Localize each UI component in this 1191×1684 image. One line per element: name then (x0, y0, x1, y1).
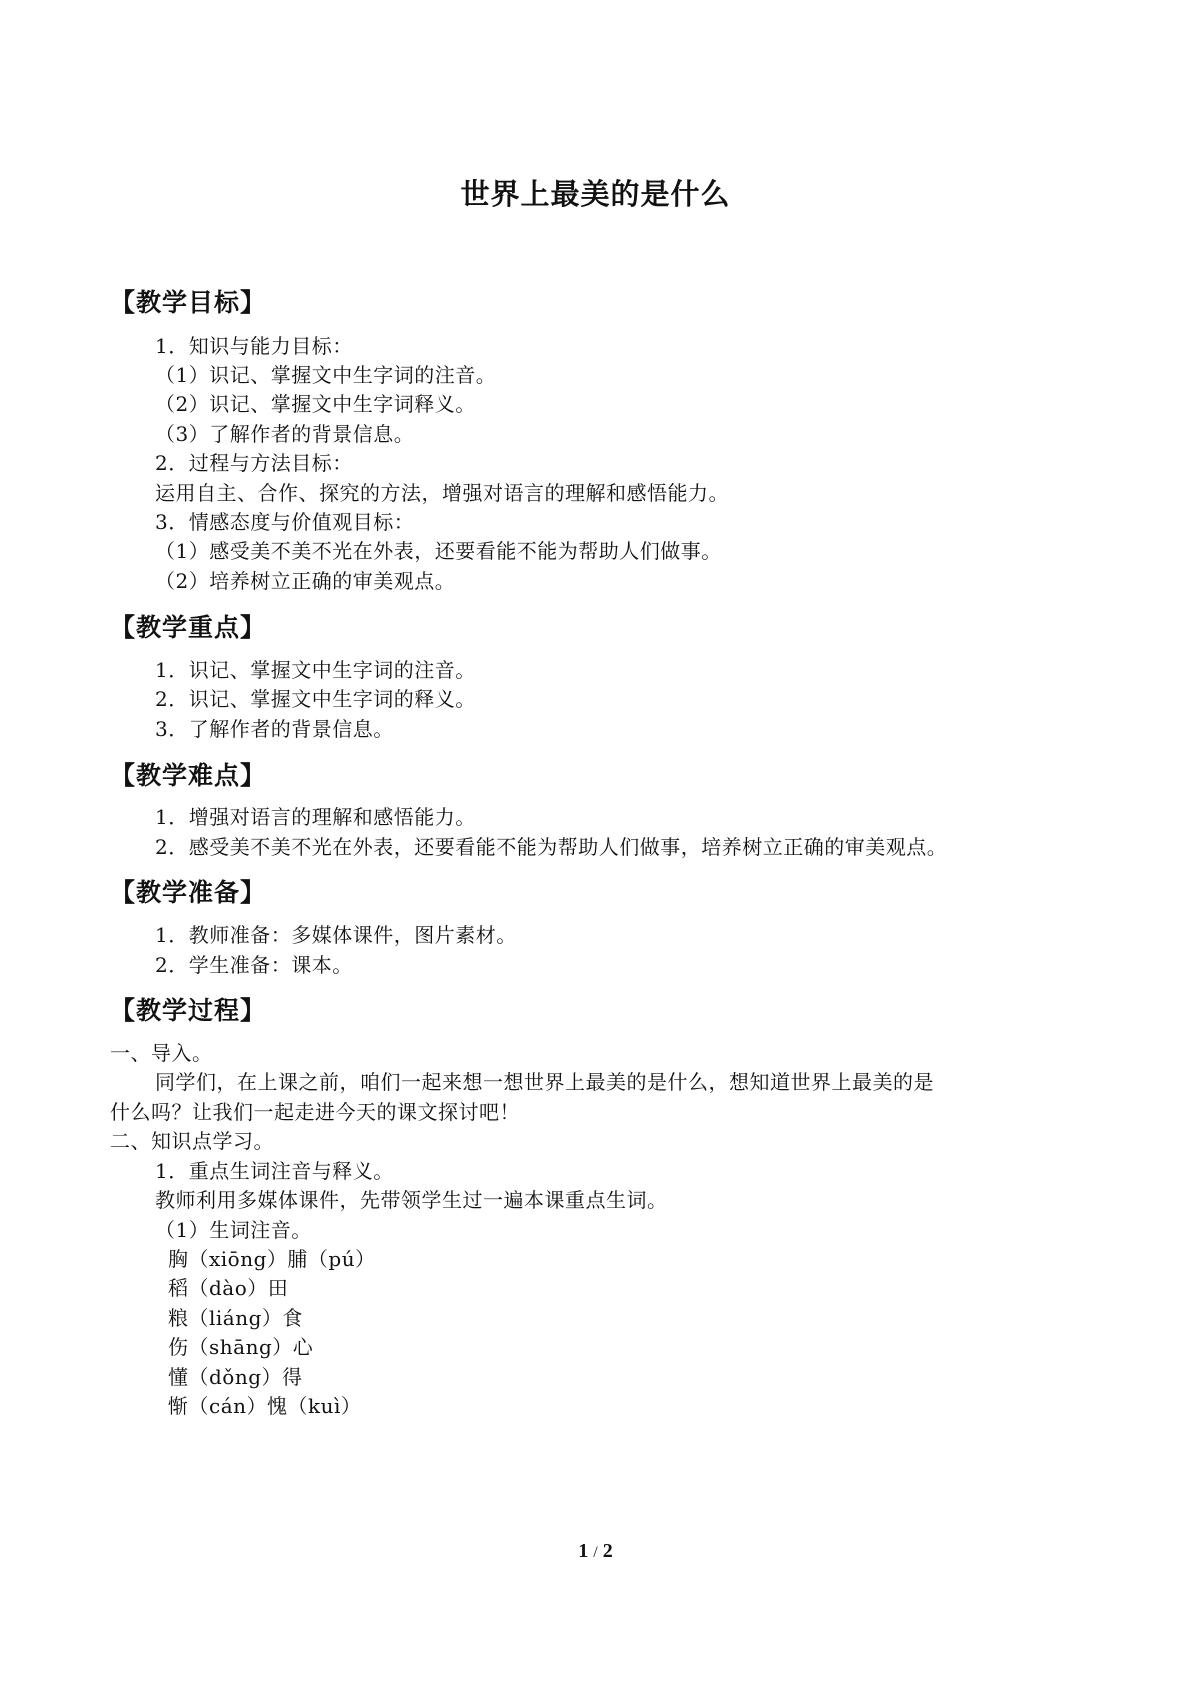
process-line: 1．重点生词注音与释义。 (155, 1159, 394, 1183)
vocab-line: 稻（dào）田 (168, 1276, 289, 1300)
vocab-line: 伤（shāng）心 (168, 1335, 314, 1359)
section-heading-objectives: 【教学目标】 (110, 288, 267, 317)
vocab-line: 粮（liáng）食 (168, 1306, 303, 1330)
objective-line: （3）了解作者的背景信息。 (155, 422, 415, 446)
page-title: 世界上最美的是什么 (460, 177, 731, 211)
difficulty-line: 2．感受美不美不光在外表，还要看能不能为帮助人们做事，培养树立正确的审美观点。 (155, 835, 948, 859)
vocab-line: 胸（xiōng）脯（pú） (168, 1247, 376, 1271)
objective-line: （1）感受美不美不光在外表，还要看能不能为帮助人们做事。 (155, 539, 722, 563)
objective-line: 3．情感态度与价值观目标： (155, 510, 415, 534)
key-point-line: 2．识记、掌握文中生字词的释义。 (155, 687, 476, 711)
key-point-line: 1．识记、掌握文中生字词的注音。 (155, 658, 476, 682)
difficulty-line: 1．增强对语言的理解和感悟能力。 (155, 805, 476, 829)
key-point-line: 3．了解作者的背景信息。 (155, 717, 394, 741)
objective-line: （2）识记、掌握文中生字词释义。 (155, 392, 476, 416)
total-pages: 2 (602, 1540, 613, 1562)
vocab-line: 惭（cán）愧（kuì） (168, 1394, 362, 1418)
section-heading-preparation: 【教学准备】 (110, 878, 267, 907)
process-line: （1）生词注音。 (155, 1218, 312, 1242)
objective-line: （2）培养树立正确的审美观点。 (155, 569, 456, 593)
vocab-line: 懂（dǒng）得 (168, 1365, 303, 1389)
process-line: 一、导入。 (110, 1041, 213, 1065)
preparation-line: 2．学生准备：课本。 (155, 953, 353, 977)
section-heading-difficulties: 【教学难点】 (110, 761, 267, 790)
process-line: 同学们，在上课之前，咱们一起来想一想世界上最美的是什么，想知道世界上最美的是 (155, 1070, 934, 1094)
objective-line: （1）识记、掌握文中生字词的注音。 (155, 363, 497, 387)
objective-line: 运用自主、合作、探究的方法，增强对语言的理解和感悟能力。 (155, 481, 729, 505)
section-heading-key-points: 【教学重点】 (110, 613, 267, 642)
current-page: 1 (578, 1540, 589, 1562)
page-number (0, 1540, 1191, 1563)
objective-line: 2．过程与方法目标： (155, 451, 353, 475)
process-line: 二、知识点学习。 (110, 1129, 274, 1153)
page-separator: / (593, 1544, 598, 1561)
section-heading-process: 【教学过程】 (110, 996, 267, 1025)
preparation-line: 1．教师准备：多媒体课件，图片素材。 (155, 923, 517, 947)
process-line: 教师利用多媒体课件，先带领学生过一遍本课重点生词。 (155, 1188, 668, 1212)
objective-line: 1．知识与能力目标： (155, 334, 353, 358)
process-line: 什么吗？让我们一起走进今天的课文探讨吧！ (110, 1100, 520, 1124)
